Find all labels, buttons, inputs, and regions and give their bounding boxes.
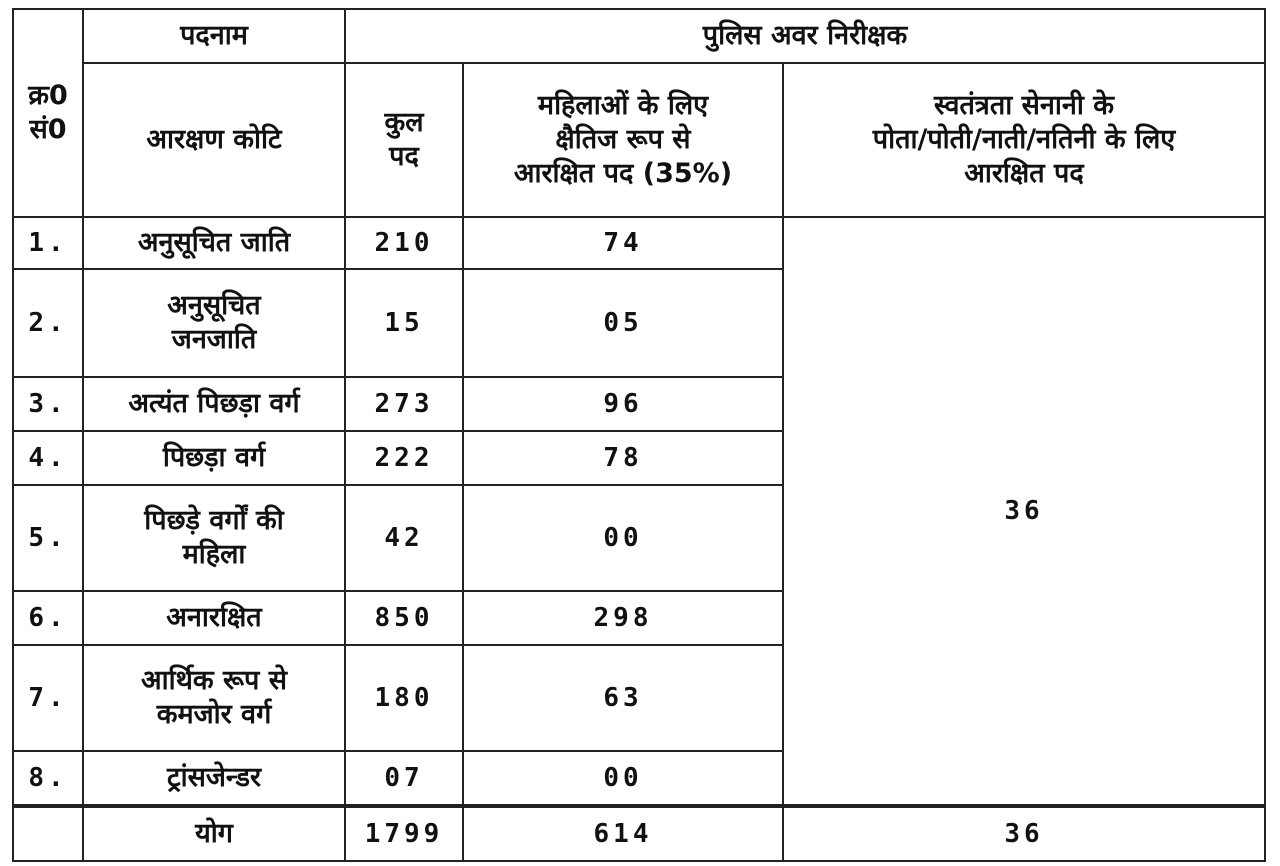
women-cell: 74 <box>463 217 783 269</box>
freedom-fighter-combined-cell: 36 <box>783 217 1265 806</box>
serial-header <box>13 9 83 217</box>
total-cell: 222 <box>345 431 463 485</box>
total-cell: 42 <box>345 485 463 591</box>
category-cell <box>83 485 345 591</box>
women-cell: 05 <box>463 269 783 377</box>
freedom-fighter-total-cell: 36 <box>783 806 1265 861</box>
total-cell: 850 <box>345 591 463 645</box>
women-header-line3: आरक्षित पद (35%) <box>513 157 733 189</box>
category-line: जनजाति <box>171 324 257 355</box>
category-cell <box>83 645 345 751</box>
total-posts-header-line2: पद <box>389 141 419 172</box>
ff-header-line3: आरक्षित पद <box>964 157 1084 189</box>
total-cell: 180 <box>345 645 463 751</box>
women-cell: 63 <box>463 645 783 751</box>
header-row-sub <box>13 63 1265 217</box>
category-header: आरक्षण कोटि <box>83 63 345 217</box>
total-cell: 210 <box>345 217 463 269</box>
women-cell: 96 <box>463 377 783 431</box>
category-cell <box>83 269 345 377</box>
document-page <box>12 8 1264 862</box>
category-line: महिला <box>182 539 246 570</box>
serial-cell: 1. <box>13 217 83 269</box>
serial-header-line1: क्र0 <box>28 80 68 112</box>
total-posts-header-line1: कुल <box>384 107 424 139</box>
women-cell: 298 <box>463 591 783 645</box>
category-cell: अत्यंत पिछड़ा वर्ग <box>83 377 345 431</box>
reservation-table <box>12 8 1266 862</box>
category-line: पिछड़े वर्गों की <box>144 505 284 537</box>
women-total-cell: 614 <box>463 806 783 861</box>
total-label-cell: योग <box>83 806 345 861</box>
total-posts-header <box>345 63 463 217</box>
total-cell: 15 <box>345 269 463 377</box>
grand-total-cell: 1799 <box>345 806 463 861</box>
post-title-header: पुलिस अवर निरीक्षक <box>345 9 1265 63</box>
women-cell: 00 <box>463 485 783 591</box>
total-cell: 07 <box>345 751 463 806</box>
total-cell: 273 <box>345 377 463 431</box>
header-row-top <box>13 9 1265 63</box>
category-line: कमजोर वर्ग <box>156 699 272 730</box>
total-serial-cell <box>13 806 83 861</box>
category-cell: अनारक्षित <box>83 591 345 645</box>
category-cell: पिछड़ा वर्ग <box>83 431 345 485</box>
category-cell: ट्रांसजेन्डर <box>83 751 345 806</box>
freedom-fighter-header <box>783 63 1265 217</box>
category-cell: अनुसूचित जाति <box>83 217 345 269</box>
category-line: आर्थिक रूप से <box>141 665 287 697</box>
serial-cell: 8. <box>13 751 83 806</box>
table-row <box>13 217 1265 269</box>
women-reserved-header <box>463 63 783 217</box>
serial-cell: 4. <box>13 431 83 485</box>
serial-cell: 3. <box>13 377 83 431</box>
serial-cell: 7. <box>13 645 83 751</box>
designation-header: पदनाम <box>83 9 345 63</box>
ff-header-line2: पोता/पोती/नाती/नतिनी के लिए <box>872 124 1176 156</box>
women-cell: 00 <box>463 751 783 806</box>
serial-cell: 6. <box>13 591 83 645</box>
serial-header-line2: सं0 <box>29 114 67 145</box>
category-line: अनुसूचित <box>167 290 261 322</box>
serial-cell: 5. <box>13 485 83 591</box>
women-cell: 78 <box>463 431 783 485</box>
women-header-line2: क्षैतिज रूप से <box>555 124 691 156</box>
total-row <box>13 806 1265 861</box>
women-header-line1: महिलाओं के लिए <box>537 90 709 122</box>
ff-header-line1: स्वतंत्रता सेनानी के <box>934 90 1114 122</box>
serial-cell: 2. <box>13 269 83 377</box>
